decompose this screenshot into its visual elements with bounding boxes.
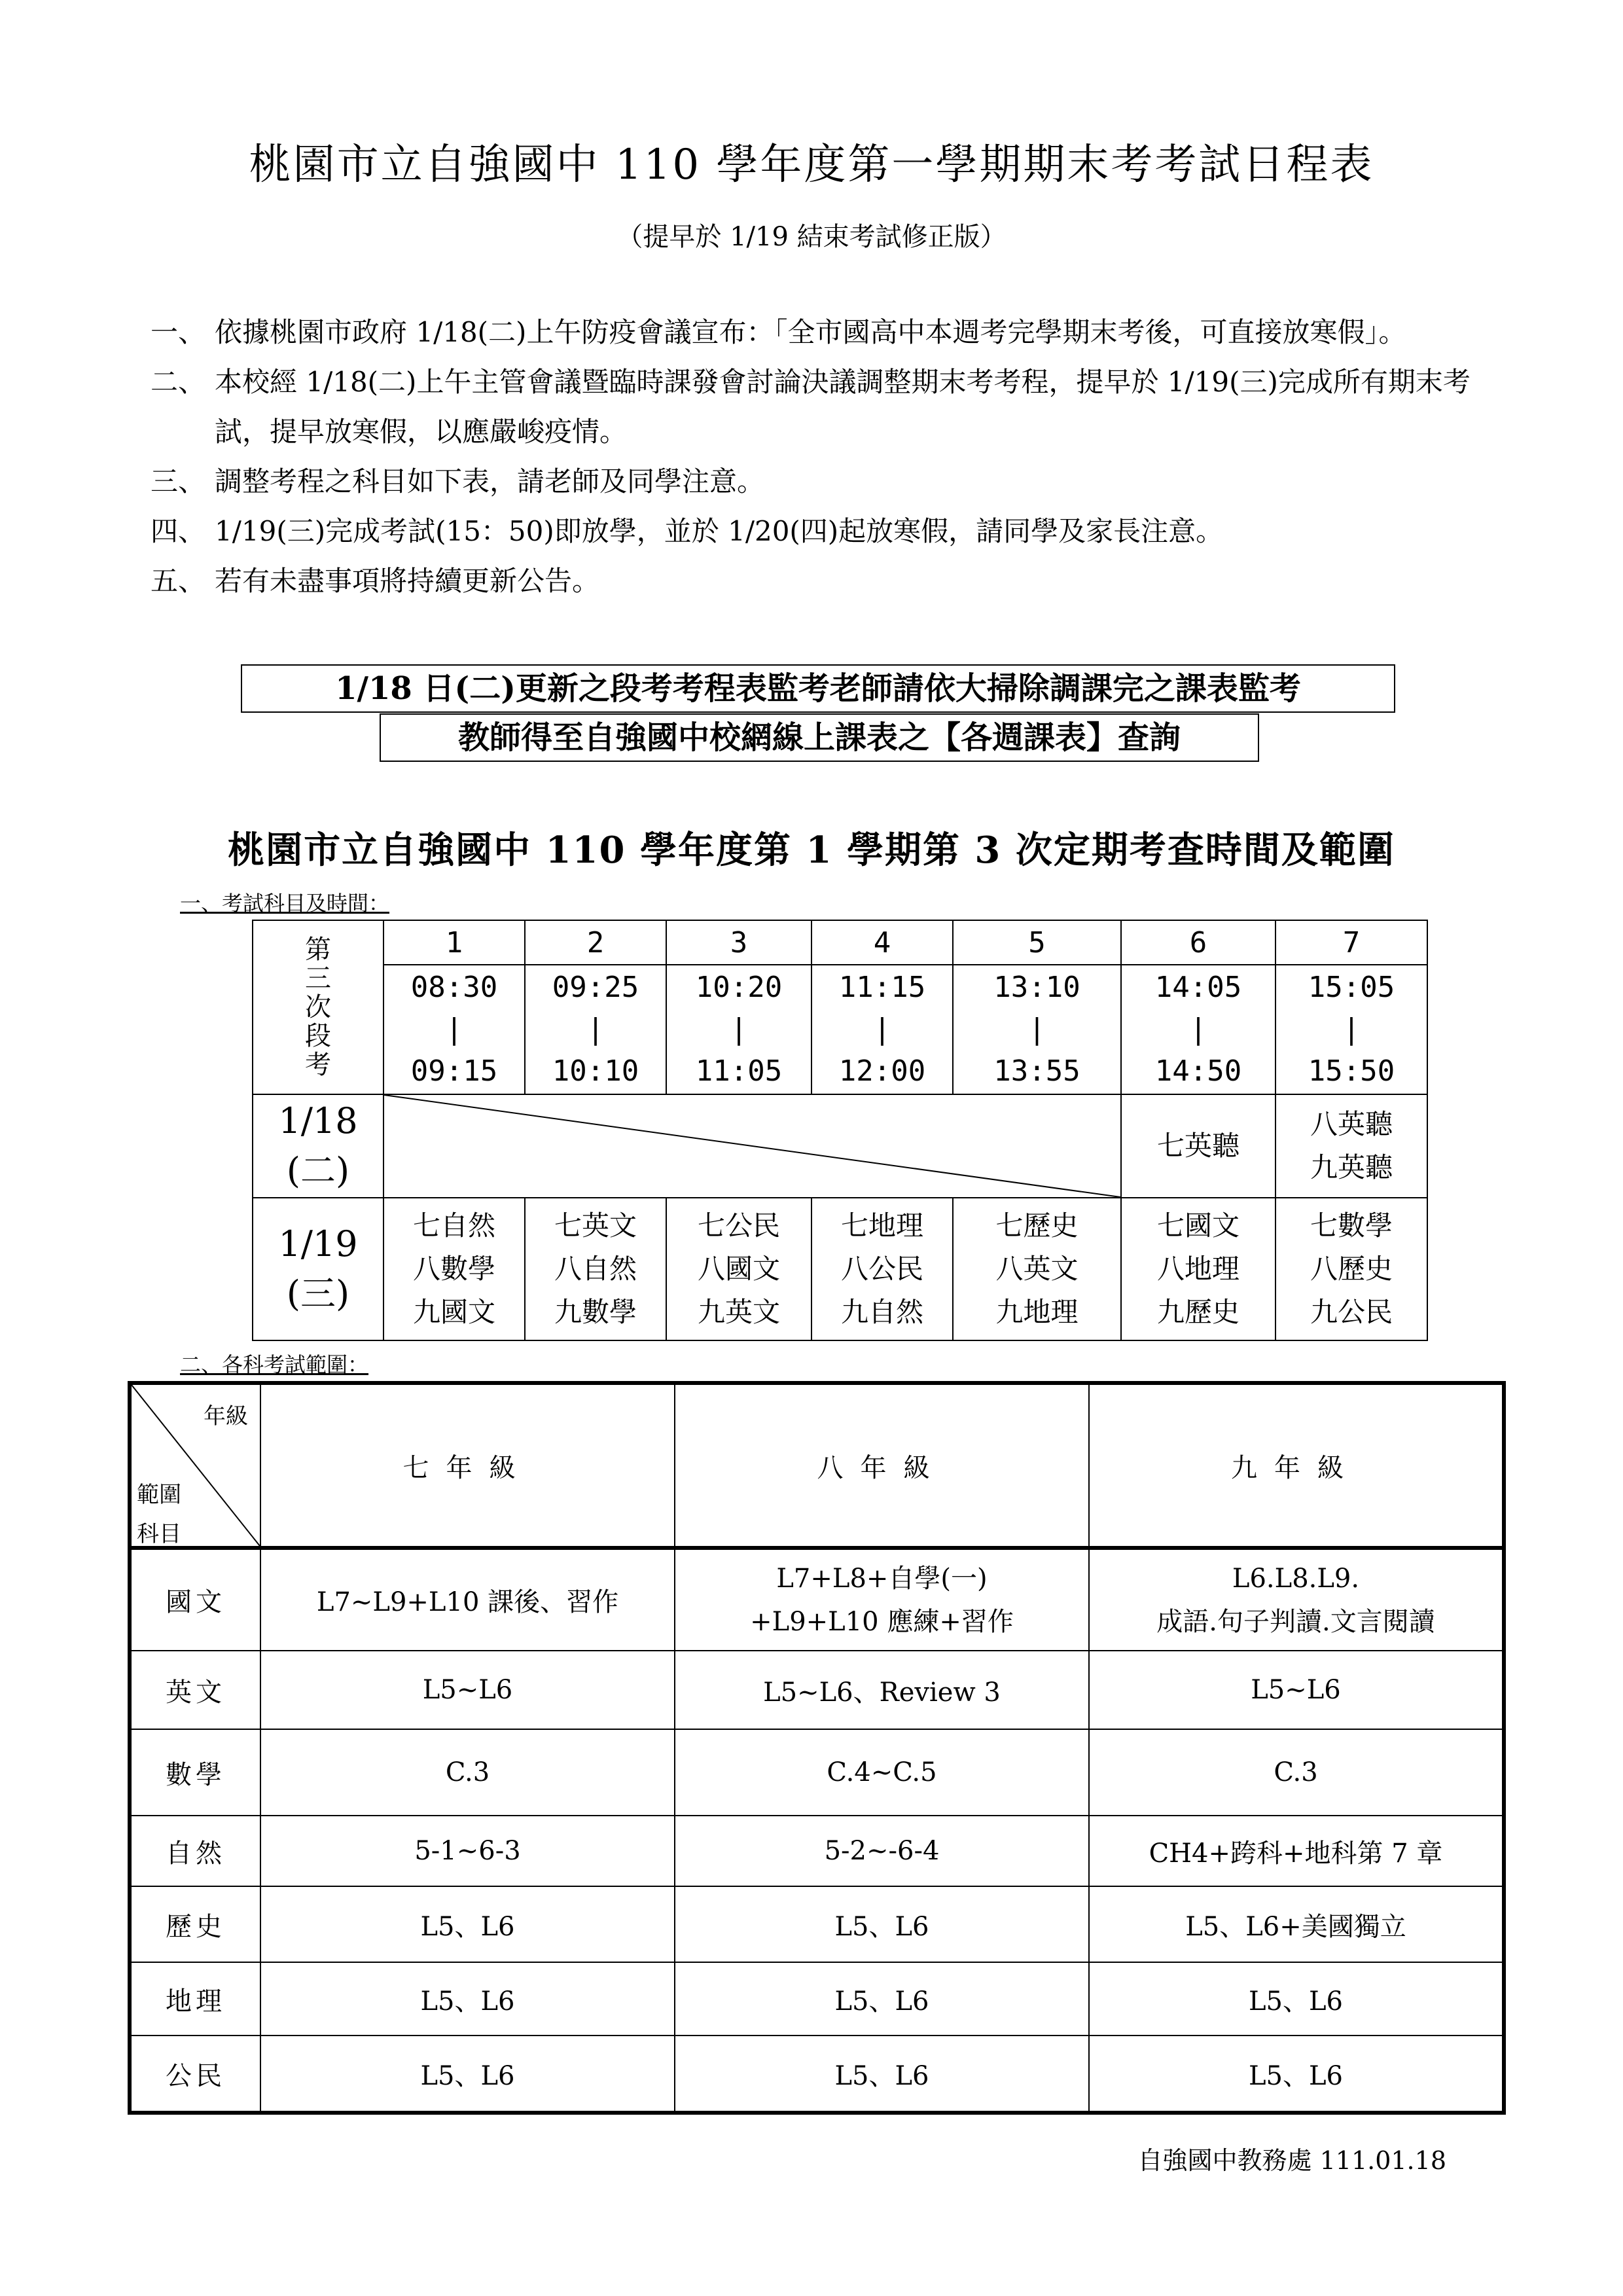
- notice-number: 一、: [151, 316, 206, 348]
- subject-label: 歷史: [130, 1886, 260, 1962]
- grade-header-row: [130, 1383, 1504, 1548]
- notice-text: 依據桃園市政府 1/18(二)上午防疫會議宣布：「全市國高中本週考完學期末考後，可直接放寒假」。: [215, 316, 1406, 348]
- table-row: [130, 1729, 1504, 1816]
- notice-item: [151, 308, 1492, 357]
- exam-subject-cell: 七歷史 八英文 九地理: [953, 1198, 1121, 1340]
- range-cell: L5~L6: [1089, 1651, 1504, 1729]
- period-number: 2: [525, 920, 666, 965]
- notice-text: 本校經 1/18(二)上午主管會議暨臨時課發會討論決議調整期末考考程，提早於 1/19(三)完成所有期末考試，提早放寒假，以應嚴峻疫情。: [215, 366, 1471, 448]
- range-cell: L5、L6: [1089, 1962, 1504, 2036]
- exam-side-label: 第 三 次 段 考: [253, 920, 383, 1094]
- notice-number: 五、: [151, 565, 206, 597]
- period-time: 11:15 | 12:00: [812, 965, 953, 1094]
- notice-item: [151, 357, 1492, 457]
- range-cell: 5-2~-6-4: [675, 1816, 1089, 1886]
- range-cell: L6.L8.L9. 成語.句子判讀.文言閱讀: [1089, 1548, 1504, 1651]
- range-cell: L5、L6: [260, 1962, 675, 2036]
- notice-text: 調整考程之科目如下表，請老師及同學注意。: [215, 465, 765, 497]
- notice-number: 二、: [151, 366, 206, 398]
- table-row: [130, 1548, 1504, 1651]
- notice-number: 四、: [151, 515, 206, 547]
- range-cell: L5、L6: [675, 1886, 1089, 1962]
- section-title: 桃園市立自強國中 110 學年度第 1 學期第 3 次定期考查時間及範圍: [228, 829, 1395, 872]
- exam-subject-cell: 七英文 八自然 九數學: [525, 1198, 666, 1340]
- period-number: 4: [812, 920, 953, 965]
- grade-8-header: 八年級: [675, 1383, 1089, 1548]
- grade-7-header: 七年級: [260, 1383, 675, 1548]
- grade-9-header: 九年級: [1089, 1383, 1504, 1548]
- subject-label: 自然: [130, 1816, 260, 1886]
- exam-subject-cell: 七英聽: [1121, 1094, 1275, 1198]
- subject-label: 國文: [130, 1548, 260, 1651]
- subject-label: 地理: [130, 1962, 260, 2036]
- notice-text: 1/19(三)完成考試(15：50)即放學，並於 1/20(四)起放寒假，請同學及家長注意。: [215, 515, 1224, 547]
- footer-issuer: 自強國中教務處 111.01.18: [1137, 2146, 1446, 2175]
- exam-subject-cell: 七公民 八國文 九英文: [666, 1198, 812, 1340]
- period-time-row: [253, 965, 1427, 1094]
- range-cell: C.4~C.5: [675, 1729, 1089, 1816]
- table-row: [130, 1962, 1504, 2036]
- notice-text: 若有未盡事項將持續更新公告。: [215, 565, 600, 597]
- exam-schedule-table: [252, 920, 1428, 1341]
- period-number: 6: [1121, 920, 1275, 965]
- table-row: [130, 1886, 1504, 1962]
- period-time: 15:05 | 15:50: [1275, 965, 1427, 1094]
- table-row: [130, 2036, 1504, 2113]
- table-row: [130, 1651, 1504, 1729]
- exam-range-table: [128, 1381, 1506, 2115]
- notice-number: 三、: [151, 465, 206, 497]
- exam-date: 1/19 (三): [253, 1198, 383, 1340]
- exam-subject-cell: 七數學 八歷史 九公民: [1275, 1198, 1427, 1340]
- exam-subject-cell: 八英聽 九英聽: [1275, 1094, 1427, 1198]
- range-cell: L7+L8+自學(一) +L9+L10 應練+習作: [675, 1548, 1089, 1651]
- notice-item: [151, 457, 1492, 507]
- range-cell: C.3: [260, 1729, 675, 1816]
- period-time: 09:25 | 10:10: [525, 965, 666, 1094]
- period-time: 13:10 | 13:55: [953, 965, 1121, 1094]
- corner-range-label: 範圍: [137, 1482, 181, 1508]
- period-time: 14:05 | 14:50: [1121, 965, 1275, 1094]
- period-number: 7: [1275, 920, 1427, 965]
- notice-list: [151, 308, 1492, 606]
- period-time: 08:30 | 09:15: [383, 965, 525, 1094]
- range-cell: L5、L6: [1089, 2036, 1504, 2113]
- range-cell: L5、L6: [675, 1962, 1089, 2036]
- highlight-notice-line-2: 教師得至自強國中校網線上課表之【各週課表】查詢: [380, 713, 1259, 762]
- schedule-heading: 一、考試科目及時間：: [180, 891, 390, 916]
- range-cell: L5、L6+美國獨立: [1089, 1886, 1504, 1962]
- period-time: 10:20 | 11:05: [666, 965, 812, 1094]
- period-number: 1: [383, 920, 525, 965]
- day-2-row: [253, 1198, 1427, 1340]
- notice-item: [151, 507, 1492, 556]
- range-cell: L5~L6: [260, 1651, 675, 1729]
- period-number: 3: [666, 920, 812, 965]
- subject-label: 英文: [130, 1651, 260, 1729]
- range-cell: L5~L6、Review 3: [675, 1651, 1089, 1729]
- notice-item: [151, 556, 1492, 606]
- period-number: 5: [953, 920, 1121, 965]
- exam-subject-cell: 七地理 八公民 九自然: [812, 1198, 953, 1340]
- range-cell: L5、L6: [260, 2036, 675, 2113]
- exam-subject-cell: 七國文 八地理 九歷史: [1121, 1198, 1275, 1340]
- corner-cell: [130, 1383, 260, 1548]
- no-exam-diagonal-cell: [383, 1094, 1121, 1198]
- corner-grade-label: 年級: [204, 1403, 248, 1429]
- range-cell: L5、L6: [260, 1886, 675, 1962]
- diagonal-line: [384, 1095, 1120, 1197]
- range-cell: CH4+跨科+地科第 7 章: [1089, 1816, 1504, 1886]
- range-cell: L5、L6: [675, 2036, 1089, 2113]
- subject-label: 公民: [130, 2036, 260, 2113]
- range-cell: 5-1~6-3: [260, 1816, 675, 1886]
- document-subtitle: （提早於 1/19 結束考試修正版）: [616, 222, 1007, 252]
- subject-label: 數學: [130, 1729, 260, 1816]
- exam-date: 1/18 (二): [253, 1094, 383, 1198]
- exam-subject-cell: 七自然 八數學 九國文: [383, 1198, 525, 1340]
- range-cell: L7~L9+L10 課後、習作: [260, 1548, 675, 1651]
- range-cell: C.3: [1089, 1729, 1504, 1816]
- corner-subject-label: 科目: [137, 1521, 181, 1547]
- ranges-heading: 二、各科考試範圍：: [180, 1352, 369, 1377]
- document-title: 桃園市立自強國中 110 學年度第一學期期末考考試日程表: [249, 141, 1374, 189]
- table-row: [130, 1816, 1504, 1886]
- highlight-notice-line-1: 1/18 日(二)更新之段考考程表監考老師請依大掃除調課完之課表監考: [241, 664, 1395, 713]
- day-1-row: [253, 1094, 1427, 1198]
- period-number-row: [253, 920, 1427, 965]
